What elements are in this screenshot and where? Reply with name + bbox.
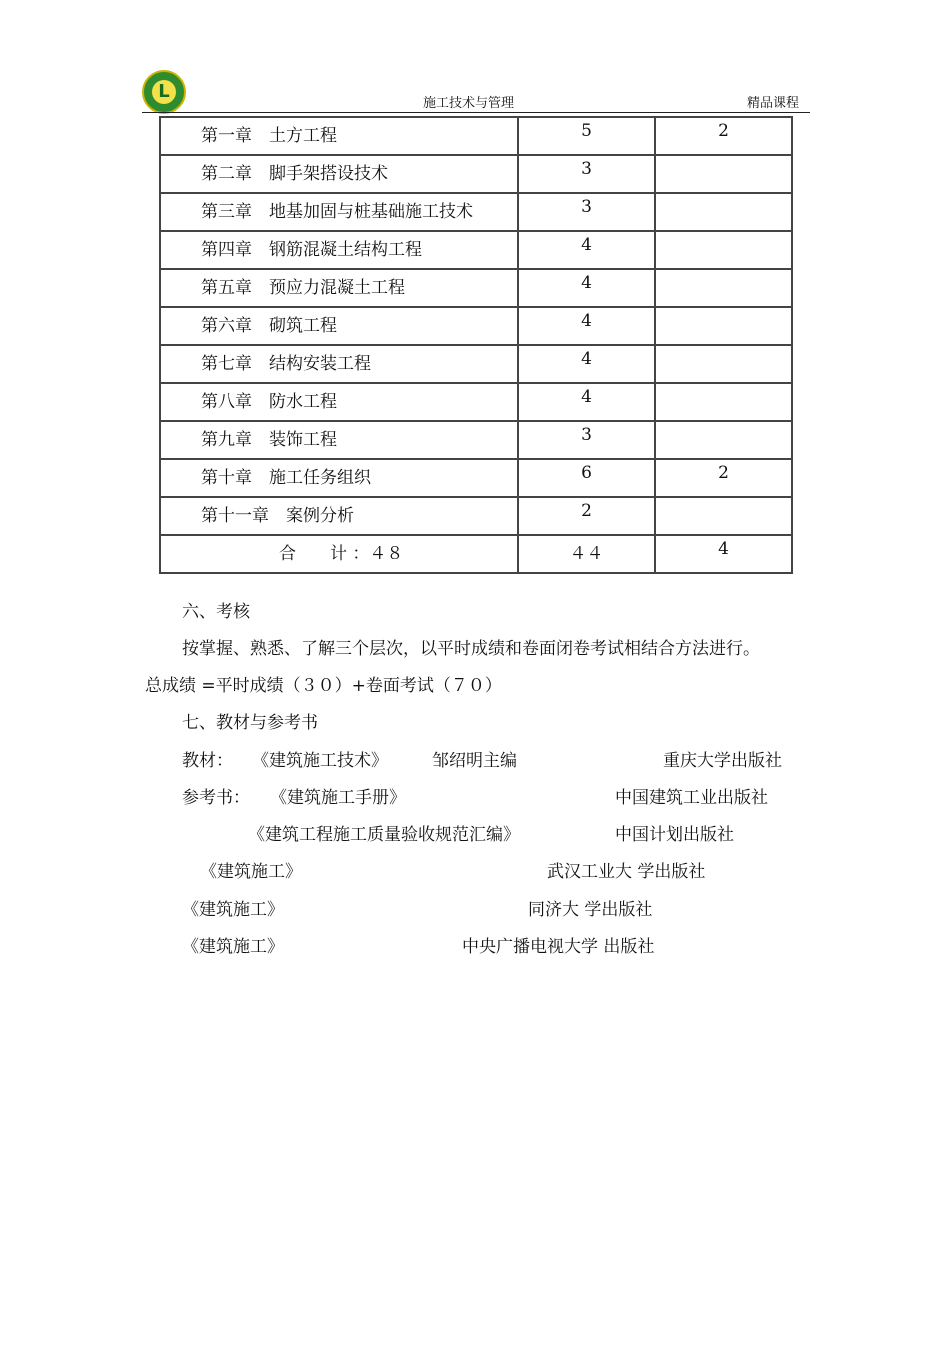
- table-row: [160, 345, 792, 383]
- table-row: [160, 269, 792, 307]
- section7-heading: 七、教材与参考书: [182, 713, 318, 733]
- practice-cell: 2: [718, 463, 729, 483]
- school-logo: L: [142, 70, 186, 114]
- ref-publisher: 中国计划出版社: [615, 825, 734, 845]
- textbook-title: 《建筑施工技术》: [252, 751, 388, 771]
- header-right-label: 精品课程: [747, 96, 800, 111]
- table-row: [160, 383, 792, 421]
- ref-title: 《建筑施工》: [182, 900, 284, 920]
- practice-cell: [656, 308, 791, 311]
- chapter-cell: 第七章 结构安装工程: [201, 354, 371, 374]
- table-row: [160, 155, 792, 193]
- header-divider: [142, 112, 810, 113]
- chapter-cell: 第三章 地基加固与桩基础施工技术: [201, 202, 473, 222]
- practice-cell: [656, 232, 791, 235]
- total-label-cell: 合 计 ：４８: [279, 544, 404, 564]
- table-total-row: [160, 535, 792, 573]
- total-practice-cell: 4: [718, 539, 729, 559]
- hours-cell: 5: [581, 121, 592, 141]
- section6-heading: 六、考核: [182, 602, 250, 622]
- chapter-cell: 第五章 预应力混凝土工程: [201, 278, 405, 298]
- table-row: [160, 459, 792, 497]
- chapter-cell: 第六章 砌筑工程: [201, 316, 337, 336]
- chapter-cell: 第十章 施工任务组织: [201, 468, 371, 488]
- hours-cell: 3: [581, 197, 592, 217]
- ref-title: 《建筑施工》: [182, 937, 284, 957]
- section6-paragraph-line2: 总成绩 =平时成绩（３０）+卷面考试（７０）: [145, 676, 502, 696]
- chapter-cell: 第二章 脚手架搭设技术: [201, 164, 388, 184]
- course-hours-table: [159, 116, 793, 574]
- hours-cell: 4: [581, 273, 592, 293]
- total-hours-cell: ４４: [569, 544, 604, 564]
- ref-publisher: 中央广播电视大学 出版社: [462, 937, 655, 957]
- ref-publisher: 中国建筑工业出版社: [615, 788, 768, 808]
- practice-cell: [656, 422, 791, 425]
- chapter-cell: 第九章 装饰工程: [201, 430, 337, 450]
- table-row: [160, 231, 792, 269]
- practice-cell: [656, 346, 791, 349]
- chapter-cell: 第四章 钢筋混凝土结构工程: [201, 240, 422, 260]
- practice-cell: [656, 194, 791, 197]
- section6-paragraph-line1: 按掌握、熟悉、了解三个层次，以平时成绩和卷面闭卷考试相结合方法进行。: [182, 639, 760, 659]
- chapter-cell: 第一章 土方工程: [201, 126, 337, 146]
- chapter-cell: 第八章 防水工程: [201, 392, 337, 412]
- ref-title: 《建筑施工》: [200, 862, 302, 882]
- practice-cell: [656, 156, 791, 159]
- hours-cell: 4: [581, 311, 592, 331]
- header-title: 施工技术与管理: [423, 96, 515, 111]
- hours-cell: 4: [581, 387, 592, 407]
- ref-title: 《建筑工程施工质量验收规范汇编》: [248, 825, 520, 845]
- hours-cell: 4: [581, 235, 592, 255]
- refs-label: 参考书：: [182, 788, 250, 808]
- ref-publisher: 武汉工业大 学出版社: [547, 862, 706, 882]
- practice-cell: [656, 384, 791, 387]
- hours-cell: 3: [581, 425, 592, 445]
- table-row: [160, 421, 792, 459]
- practice-cell: 2: [718, 121, 729, 141]
- hours-cell: 3: [581, 159, 592, 179]
- textbook-publisher: 重庆大学出版社: [663, 751, 782, 771]
- table-row: [160, 117, 792, 155]
- textbook-editor: 邹绍明主编: [432, 751, 517, 771]
- table-row: [160, 497, 792, 535]
- practice-cell: [656, 498, 791, 501]
- textbook-label: 教材：: [182, 751, 233, 771]
- table-row: [160, 193, 792, 231]
- ref-title: 《建筑施工手册》: [270, 788, 406, 808]
- hours-cell: 2: [581, 501, 592, 521]
- hours-cell: 6: [581, 463, 592, 483]
- chapter-cell: 第十一章 案例分析: [201, 506, 354, 526]
- ref-publisher: 同济大 学出版社: [528, 900, 653, 920]
- practice-cell: [656, 270, 791, 273]
- hours-cell: 4: [581, 349, 592, 369]
- table-row: [160, 307, 792, 345]
